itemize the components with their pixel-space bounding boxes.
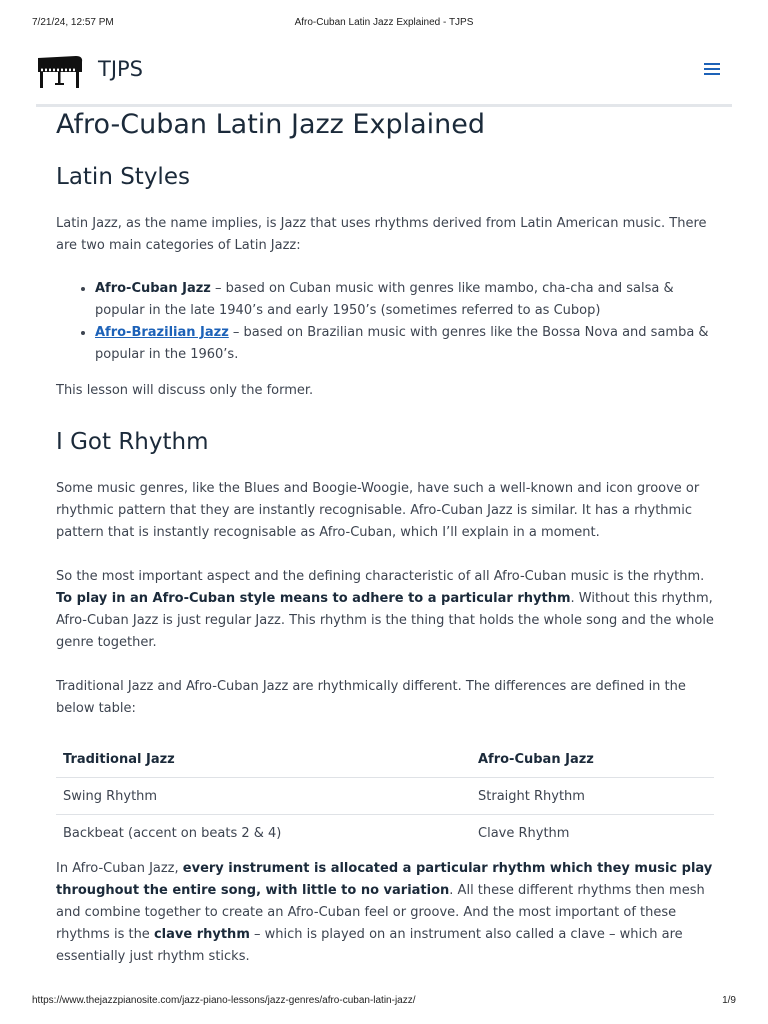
latin-jazz-categories-list (56, 278, 716, 366)
paragraph-text: In Afro-Cuban Jazz, (56, 861, 183, 876)
table-row (56, 778, 714, 815)
rhythm-paragraph-1: Some music genres, like the Blues and Boogie-Woogie, have such a well-known and icon groove or rhythmic pattern that they are instantly recognisable. Afro-Cuban Jazz is similar. It has a rhythmic pattern that is instantly recognisable as Afro-Cuban, which I’ll explain in a moment. (56, 481, 700, 540)
list-item-text: – based on Brazilian music with genres like the Bossa Nova and samba & popular in the 1960’s. (95, 325, 709, 362)
list-item (95, 278, 716, 322)
term-afro-cuban-jazz: Afro-Cuban Jazz (95, 281, 211, 296)
emphasis-text: clave rhythm (153, 927, 250, 942)
table-row (56, 815, 714, 852)
emphasis-text: every instrument is allocated a particular rhythm which they music play throughout the entire song, with little to no variation (56, 861, 713, 898)
rhythm-paragraph-3: Traditional Jazz and Afro-Cuban Jazz are rhythmically different. The differences are defined in the below table: (56, 679, 686, 716)
afro-brazilian-jazz-link[interactable]: Afro-Brazilian Jazz (95, 325, 229, 340)
section-heading-latin-styles: Latin Styles (56, 164, 190, 190)
paragraph-text: – which is played on an instrument also called a clave – which are essentially just rhythm sticks. (56, 927, 683, 964)
emphasis-text: To play in an Afro-Cuban style means to adhere to a particular rhythm (56, 591, 571, 606)
page-url: https://www.thejazzpianosite.com/jazz-piano-lessons/jazz-genres/afro-cuban-latin-jazz/ (32, 995, 416, 1006)
outro-paragraph: This lesson will discuss only the former. (56, 383, 314, 398)
paragraph-text: . Without this rhythm, Afro-Cuban Jazz is just regular Jazz. This rhythm is the thing that holds the whole song and the whole genre together. (56, 591, 714, 650)
site-logo-text[interactable]: TJPS (98, 57, 144, 81)
table-cell: Backbeat (accent on beats 2 & 4) (63, 825, 282, 841)
table-cell: Straight Rhythm (471, 778, 714, 815)
table-cell: Clave Rhythm (478, 825, 570, 841)
rhythm-paragraph-4 (56, 858, 716, 968)
rhythm-paragraph-2 (56, 566, 716, 654)
list-item (95, 322, 716, 366)
print-datetime: 7/21/24, 12:57 PM (32, 17, 114, 28)
page-number: 1/9 (722, 995, 736, 1006)
grand-piano-icon[interactable] (36, 54, 84, 90)
table-cell: Swing Rhythm (56, 778, 471, 815)
site-header (36, 44, 732, 107)
comparison-table (56, 741, 714, 851)
paragraph-text: . All these different rhythms then mesh and combine together to create an Afro-Cuban feel or groove. And the most important of these rhythms is the (56, 883, 705, 942)
print-page-title: Afro-Cuban Latin Jazz Explained - TJPS (294, 17, 474, 28)
paragraph-text: So the most important aspect and the defining characteristic of all Afro-Cuban music is the rhythm. (56, 569, 705, 584)
table-header: Traditional Jazz (56, 741, 471, 778)
article (56, 104, 716, 968)
table-header-row (56, 741, 714, 778)
table-header: Afro-Cuban Jazz (471, 741, 714, 778)
page-title: Afro-Cuban Latin Jazz Explained (56, 109, 486, 140)
print-header (32, 17, 736, 31)
section-heading-i-got-rhythm: I Got Rhythm (56, 429, 209, 455)
list-item-text: – based on Cuban music with genres like mambo, cha-cha and salsa & popular in the late 1940’s and early 1950’s (sometimes referred to as Cubop) (95, 281, 674, 318)
hamburger-menu-icon[interactable] (704, 63, 720, 77)
intro-paragraph: Latin Jazz, as the name implies, is Jazz that uses rhythms derived from Latin American music. There are two main categories of Latin Jazz: (56, 216, 707, 253)
